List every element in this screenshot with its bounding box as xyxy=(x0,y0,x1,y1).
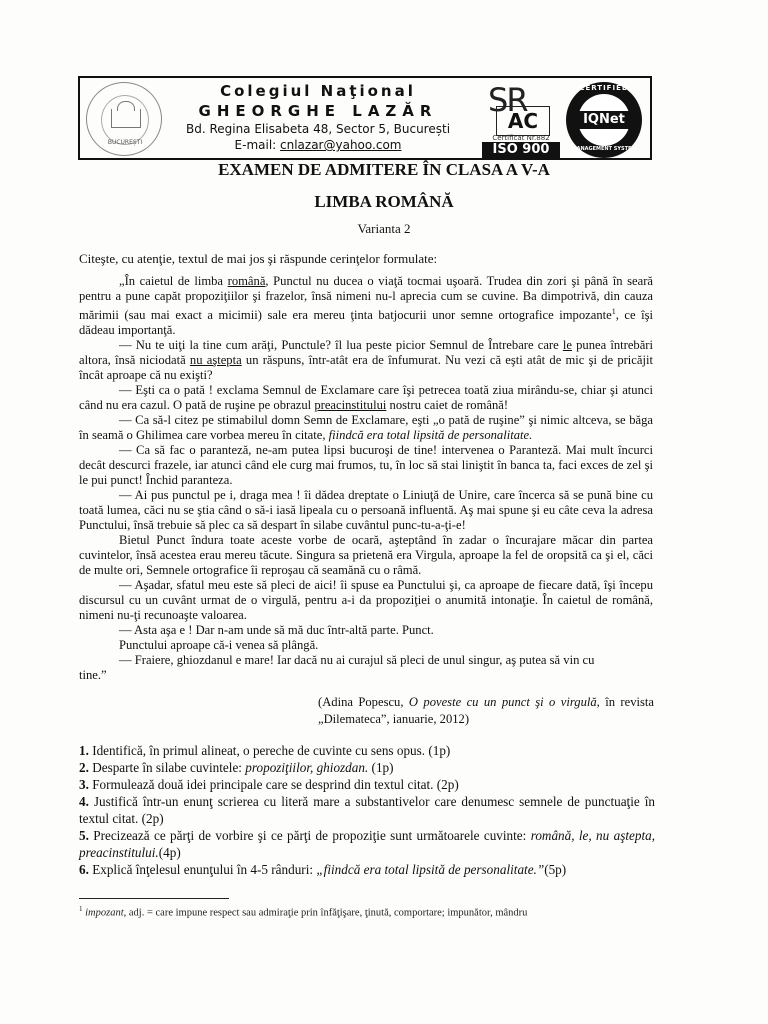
paragraph: — Asta aşa e ! Dar n-am unde să mă duc într-altă parte. Punct. xyxy=(119,623,434,638)
question-3: 3. Formulează două idei principale care se desprind din textul citat. (2p) xyxy=(79,777,459,792)
school-info xyxy=(168,81,468,153)
sr-certificate: Certificat Nr.882 xyxy=(492,134,550,142)
paragraph: — Ca să fac o paranteză, ne-am putea lipsi bucuroşi de tine! intervenea o Paranteză. Mai mult încurci decât descurci frazele, iar atunci când ele curg mai frumos, tu, în loc să stai liniştit în banca ta, faci exces de zel şi le pui punct! Închid paranteza. xyxy=(79,443,653,488)
school-address: Bd. Regina Elisabeta 48, Sector 5, București xyxy=(185,122,451,136)
crest-text: BUCUREȘTI xyxy=(107,139,143,146)
iso-label: ISO 900 xyxy=(482,142,560,158)
paragraph: — Ai pus punctul pe i, draga mea ! îi dădea dreptate o Liniuţă de Unire, care încerca să se pună bine cu toată lumea, căci nu se ştia când o să-i iasă lipeala cu o persoană influentă. Aş mai spune şi eu câte ceva la adresa Punctului, însă trebuie să plec ca să despart în silabe cuvântul punc-tu-a-ţi-e! xyxy=(79,488,653,533)
question-2: 2. Desparte în silabe cuvintele: propoziţiilor, ghiozdan. (1p) xyxy=(79,760,394,775)
school-name-line2: GHEORGHE LAZĂR xyxy=(198,102,438,120)
email-link[interactable]: cnlazar@yahoo.com xyxy=(280,138,402,152)
exam-title: EXAMEN DE ADMITERE ÎN CLASA A V-A xyxy=(218,160,550,179)
paragraph: tine.” xyxy=(79,668,107,683)
paragraph: — Ca să-l citez pe stimabilul domn Semn de Exclamare, eşti „o pată de ruşine” şi nimic altceva, se băga în seamă o Ghilimea care vorbea mereu în citate, fiindcă era total lipsită de personalitate. xyxy=(79,413,653,443)
seal-mid-text: IQNet xyxy=(574,111,634,129)
school-email: E-mail: cnlazar@yahoo.com xyxy=(234,138,402,152)
school-header xyxy=(78,76,652,160)
variant-label: Varianta 2 xyxy=(357,221,411,236)
paragraph: „În caietul de limba română, Punctul nu ducea o viaţă tocmai uşoară. Trudea din zori şi până în seară pentru a pune capăt propoziţiilor şi frazelor, însă nimeni nu-l aprecia cum se cuvine. Ba dimpotrivă, din cauza mărimii (sau mai exact a micimii) sale era mereu ţinta batjocurii unor semne ortografice impozante$^1$, ce îşi dădeau importanţă. xyxy=(79,274,654,338)
sr-letters: SR xyxy=(488,81,527,119)
paragraph: — Fraiere, ghiozdanul e mare! Iar dacă nu ai curajul să pleci de unul singur, aş putea să vin cu xyxy=(119,653,595,668)
paragraph: — Aşadar, sfatul meu este să pleci de aici! îi spuse ea Punctului şi, ca aproape de fiecare dată, îşi începu discursul cu un cuvânt urmat de o virgulă, pentru a-i da propoziţiei o anumită intonaţie. În caietul de română, nimeni nu-ţi recunoaşte valoarea. xyxy=(79,578,653,623)
sr-iso-logo xyxy=(482,81,560,157)
sr-ac: AC xyxy=(496,106,550,136)
paragraph: Bietul Punct îndura toate aceste vorbe de ocară, aşteptând în zadar o încurajare măcar din partea cuvintelor, însă acestea erau mereu tăcute. Singura sa prietenă era Virgula, aproape la fel de oropsită ca şi el, căci de multe ori, Semnele ortografice îi reproşau că seamănă cu o râmă. xyxy=(79,533,653,578)
question-1: 1. Identifică, în primul alineat, o pereche de cuvinte cu sens opus. (1p) xyxy=(79,743,451,758)
paragraph: — Nu te uiţi la tine cum arăţi, Punctule? îl lua peste picior Semnul de Întrebare care le punea întrebări altora, însă niciodată nu aştepta un răspuns, într-atât era de înfumurat. Nu vezi că eşti atât de mic şi de pricăjit încât aproape că nu exişti? xyxy=(79,338,654,383)
footnote-divider xyxy=(79,898,229,899)
seal-top-text: CERTIFIED xyxy=(579,84,629,92)
paragraph: — Eşti ca o pată ! exclama Semnul de Exclamare care îşi petrecea toată ziua mirându-se, chiar şi atunci când nu era cazul. O pată de ruşine pe obrazul preacinstitului nostru caiet de română! xyxy=(79,383,653,413)
question-4: 4. Justifică într-un enunţ scrierea cu literă mare a substantivelor care denumesc semnele de punctuaţie în textul citat. (2p) xyxy=(79,794,655,826)
school-name-line1: Colegiul Naţional xyxy=(220,82,416,100)
text-source: (Adina Popescu, O poveste cu un punct şi o virgulă, în revista „Dilemateca”, ianuarie, 2012) xyxy=(318,695,654,726)
reading-text xyxy=(79,274,653,683)
question-6: 6. Explică înţelesul enunţului în 4-5 rânduri: „fiindcă era total lipsită de personalitate.”(5p) xyxy=(79,862,567,877)
iqnet-seal-logo xyxy=(566,82,642,158)
footnote: $^1$ impozant, adj. = care impune respect sau admiraţie prin înfăţişare, ţinută, comportare; impunător, mândru xyxy=(79,905,528,919)
instruction: Citeşte, cu atenţie, textul de mai jos şi răspunde cerinţelor formulate: xyxy=(79,251,438,266)
paragraph: Punctului aproape că-i venea să plângă. xyxy=(119,638,319,653)
subject-title: LIMBA ROMÂNĂ xyxy=(314,192,454,211)
seal-bottom-text: MANAGEMENT SYSTEM xyxy=(571,146,637,152)
school-crest-logo xyxy=(86,82,162,156)
question-5: 5. Precizează ce părţi de vorbire şi ce părţi de propoziţie sunt următoarele cuvinte: română, le, nu aşteptа, preacinstitului.(4p) xyxy=(79,828,655,860)
questions-list xyxy=(79,742,655,878)
